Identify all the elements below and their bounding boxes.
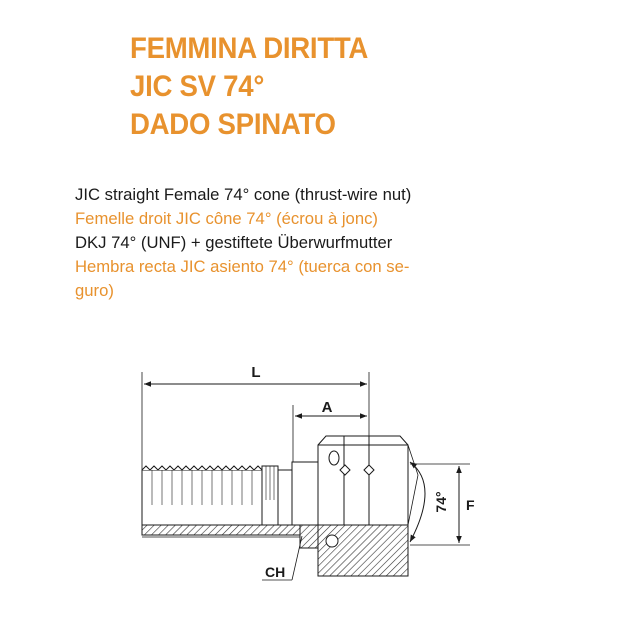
fitting-technical-drawing <box>0 340 640 640</box>
label-a: A <box>321 399 333 416</box>
description-spanish-cont: guro) <box>75 281 114 300</box>
label-l: L <box>251 364 261 381</box>
label-angle: 74° <box>433 491 449 513</box>
title-line-3: DADO SPINATO <box>130 108 336 141</box>
title-line-2: JIC SV 74° <box>130 70 265 103</box>
description-english: JIC straight Female 74° cone (thrust-wire nut) <box>75 185 412 204</box>
title-line-1: FEMMINA DIRITTA <box>130 32 369 65</box>
label-f: F <box>466 497 475 513</box>
collar <box>262 462 318 525</box>
description-block <box>75 183 525 303</box>
hex-nut <box>318 436 408 525</box>
hose-tail <box>142 466 262 525</box>
dimension-ch <box>262 536 302 580</box>
description-french: Femelle droit JIC cône 74° (écrou à jonc) <box>75 209 378 228</box>
title-block <box>130 30 389 144</box>
angle-annotation <box>408 445 449 542</box>
description-spanish: Hembra recta JIC asiento 74° (tuerca con se- <box>75 257 410 276</box>
label-ch: CH <box>265 564 286 580</box>
description-german: DKJ 74° (UNF) + gestiftete Überwurfmutter <box>75 233 393 252</box>
